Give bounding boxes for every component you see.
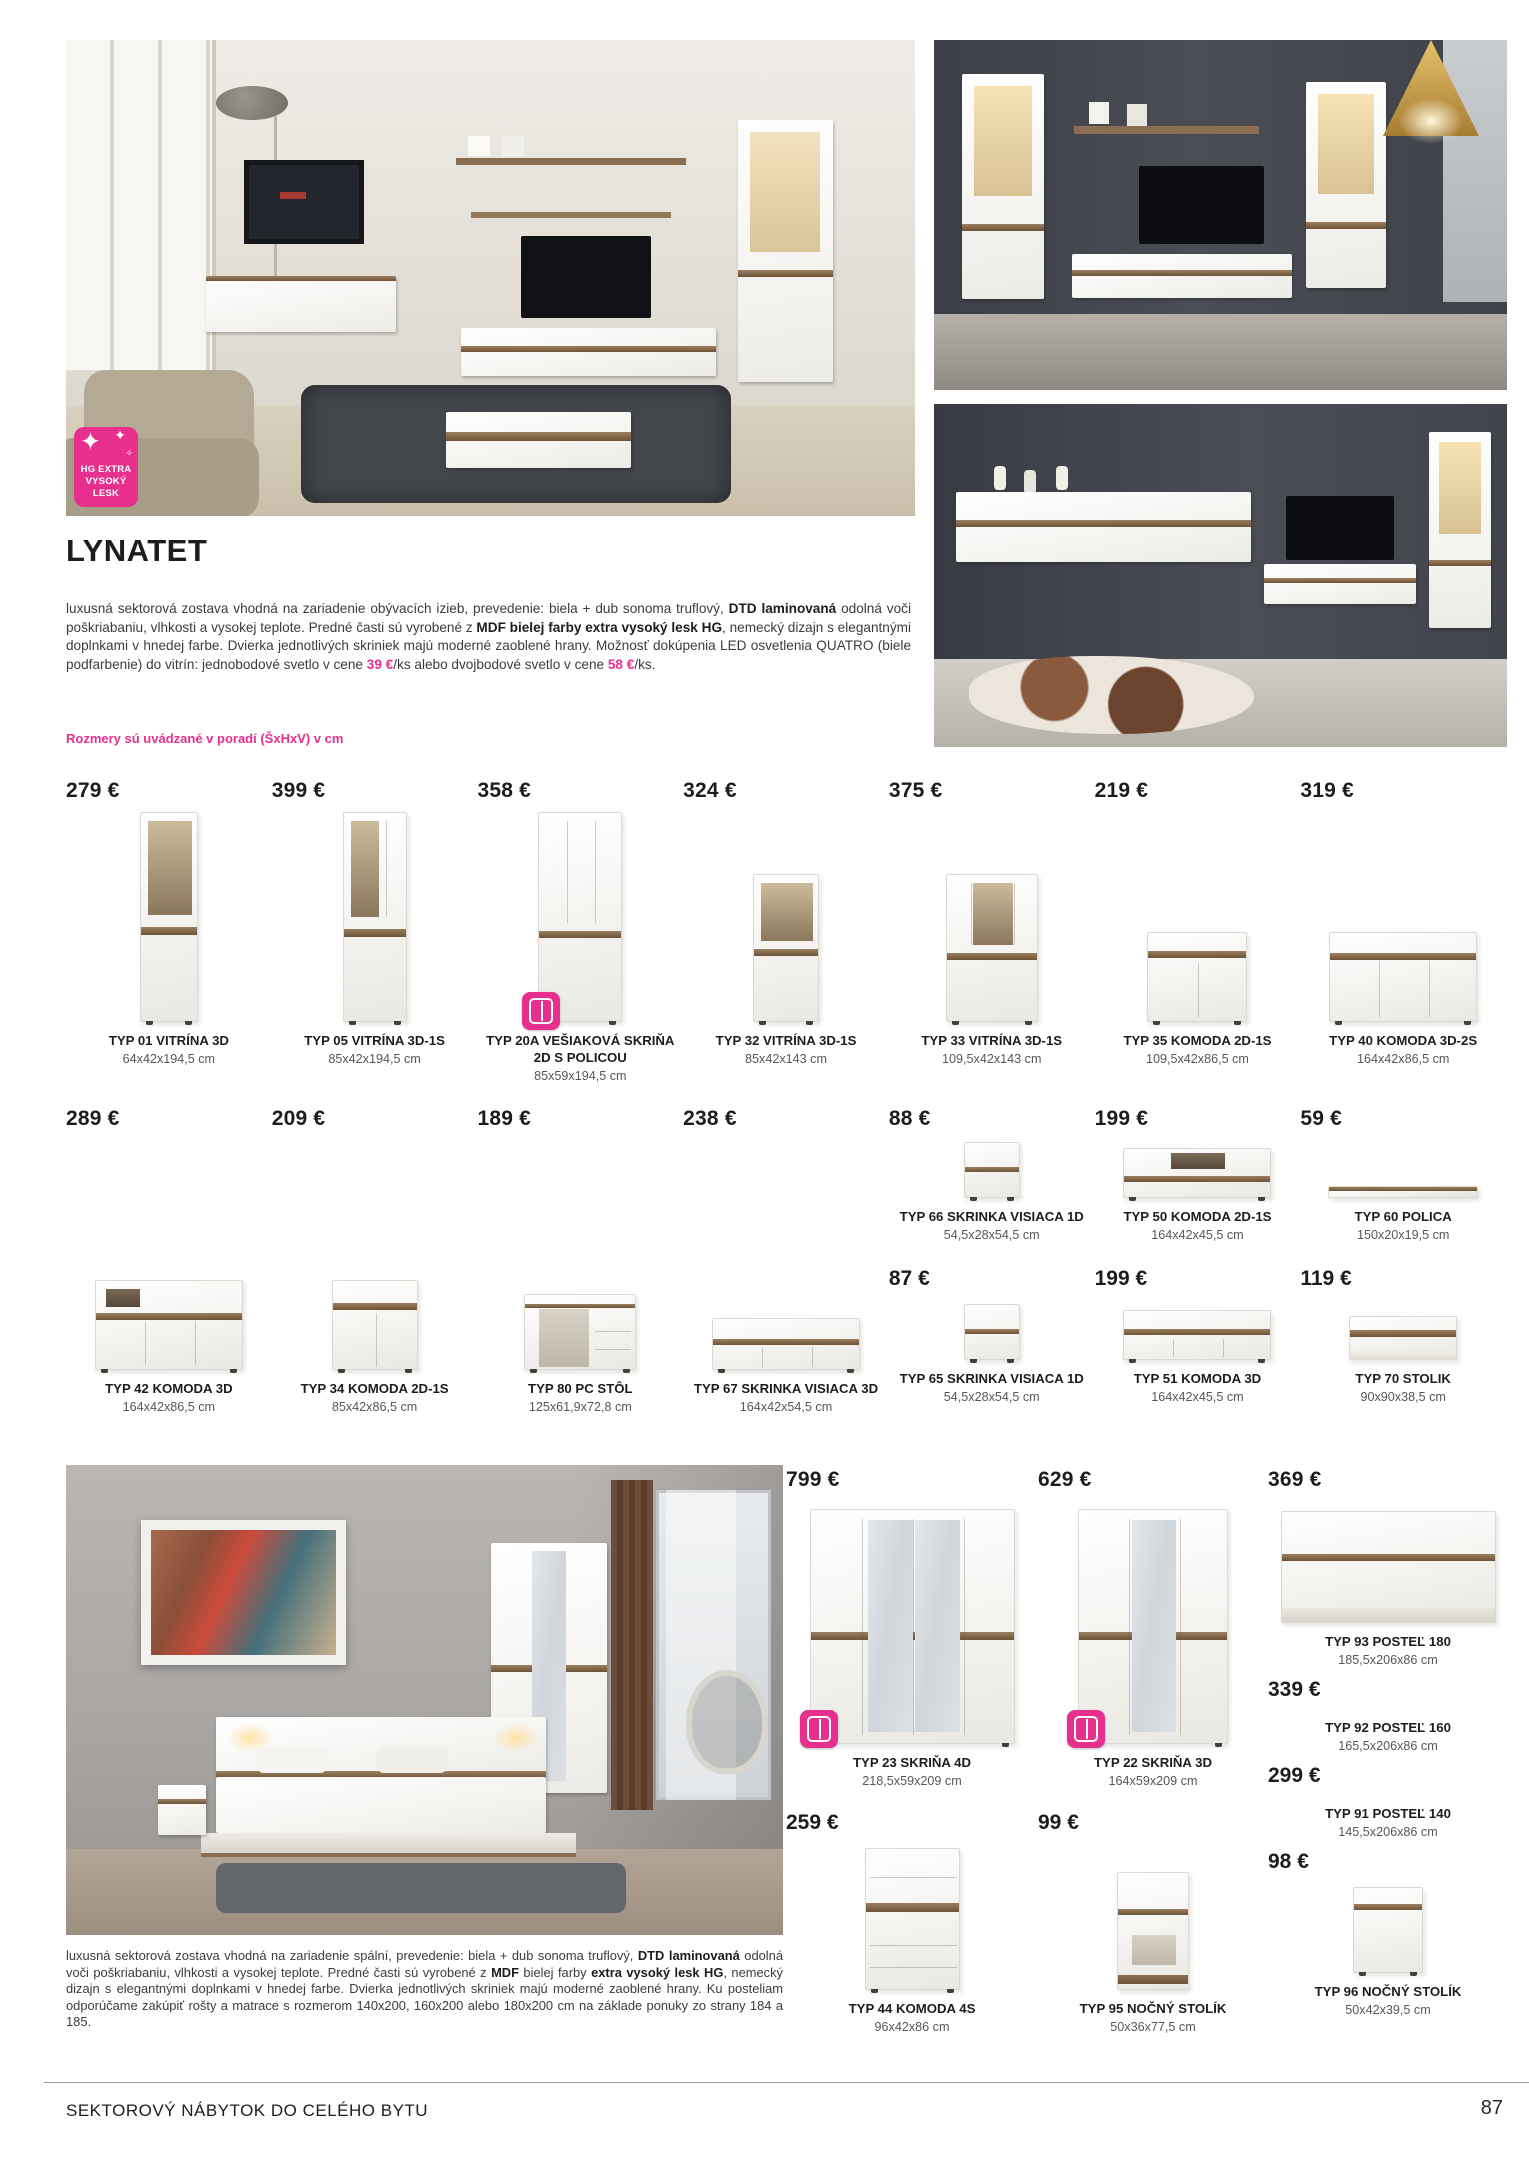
furniture-wardrobe <box>810 1509 1015 1744</box>
product-dimensions: 125x61,9x72,8 cm <box>528 1400 632 1414</box>
series-description <box>66 600 911 674</box>
intro-text: , nemecký dizajn s elegantnými doplnkami v hnedej farbe. Dvierka jednotlivých skriniek majú moderné zaoblené hrany. Možnosť dokúpenia LED osvetlenia QUATRO (biele podfarbenie) do vitrín: jednobodové svetlo v cene <box>66 619 911 672</box>
furniture-wardrobe <box>538 812 622 1022</box>
badge-line-2: VYSOKÝ <box>85 476 127 487</box>
product-price: 629 € <box>1038 1468 1092 1491</box>
product-image <box>272 1132 478 1370</box>
furniture-komoda <box>1329 932 1477 1022</box>
product-image <box>889 1132 1095 1198</box>
photo-living-room-dark <box>934 40 1507 390</box>
intro-price-accent: 39 € <box>366 656 394 672</box>
furniture-wall-cabinet <box>712 1318 860 1370</box>
product-dimensions: 164x42x86,5 cm <box>1356 1052 1450 1066</box>
product-image <box>477 1132 683 1370</box>
product-name: TYP 44 KOMODA 4S <box>848 2001 976 2016</box>
product-price: 87 € <box>888 1267 930 1290</box>
product-price: 799 € <box>786 1468 840 1491</box>
furniture-vitrina <box>140 812 198 1022</box>
product-dimensions: 96x42x86 cm <box>874 2020 950 2034</box>
product-image <box>889 1298 1095 1360</box>
product-image <box>1268 1879 1508 1973</box>
product-dimensions: 109,5x42x143 cm <box>942 1052 1042 1066</box>
furniture-coffee-table <box>1349 1316 1457 1360</box>
product-dimensions: 85x42x143 cm <box>745 1052 827 1066</box>
product-price: 199 € <box>1094 1267 1148 1290</box>
furniture-desk <box>524 1294 636 1370</box>
wardrobe-icon-door-line <box>819 1719 821 1739</box>
intro-text-bold: DTD laminovaná <box>728 601 837 616</box>
product-dimensions: 109,5x42x86,5 cm <box>1145 1052 1249 1066</box>
product-name: TYP 70 STOLIK <box>1355 1371 1451 1386</box>
wardrobe-icon <box>1067 1710 1105 1748</box>
furniture-tv-komoda <box>1123 1310 1271 1360</box>
product-card-stacked <box>889 1106 1095 1415</box>
tv <box>1286 496 1394 560</box>
intro-text-bold: DTD laminovaná <box>637 1948 740 1963</box>
window <box>1443 40 1507 302</box>
footer-section-label: SEKTOROVÝ NÁBYTOK DO CELÉHO BYTU <box>66 2101 429 2120</box>
lamp-glow <box>1399 98 1463 144</box>
sparkle-icon: ✦ <box>80 428 101 456</box>
sparkle-icon: ✦ <box>114 427 126 443</box>
product-label <box>1094 1744 1212 1808</box>
product-name: TYP 05 VITRÍNA 3D-1S <box>304 1033 445 1048</box>
product-card-column <box>1038 1467 1268 2035</box>
intro-text: odolná voči poškriabaniu, vlhkosti a vysokej teplote. Predné časti sú vyrobené z <box>66 1948 783 1980</box>
product-price: 279 € <box>66 779 120 802</box>
nightstand <box>158 1785 206 1835</box>
dimensions-note: Rozmery sú uvádzané v poradí (ŠxHxV) v cm <box>66 731 344 746</box>
product-name: TYP 51 KOMODA 3D <box>1133 1371 1262 1386</box>
product-card <box>1300 778 1506 1084</box>
wall-shelf-lower <box>471 212 671 218</box>
product-name: TYP 01 VITRÍNA 3D <box>108 1033 229 1048</box>
product-price: 119 € <box>1300 1267 1352 1290</box>
footer-divider <box>44 2082 1529 2083</box>
product-image <box>66 804 272 1022</box>
furniture-nightstand <box>1353 1887 1423 1973</box>
curtain <box>611 1480 653 1810</box>
badge-line-3: LESK <box>92 488 120 499</box>
picture-frame <box>141 1520 346 1665</box>
product-price: 88 € <box>888 1107 931 1130</box>
hg-gloss-badge <box>74 427 138 507</box>
tv <box>521 236 651 318</box>
product-name: TYP 92 POSTEĽ 160 <box>1325 1720 1451 1735</box>
product-dimensions: 85x42x194,5 cm <box>328 1052 421 1066</box>
wardrobe-icon-door-line <box>541 1001 543 1021</box>
product-name: TYP 60 POLICA <box>1354 1209 1452 1224</box>
furniture-komoda <box>865 1848 960 1990</box>
product-card <box>477 778 683 1084</box>
product-dimensions: 164x42x45,5 cm <box>1151 1390 1244 1404</box>
product-name: TYP 96 NOČNÝ STOLÍK <box>1314 1984 1462 1999</box>
product-image <box>272 804 478 1022</box>
product-label <box>1355 1198 1452 1264</box>
product-image <box>683 1132 889 1370</box>
product-dimensions: 90x90x38,5 cm <box>1360 1390 1446 1404</box>
coffee-table <box>446 412 631 468</box>
product-dimensions: 164x42x45,5 cm <box>1151 1228 1244 1242</box>
product-price: 319 € <box>1300 779 1354 802</box>
product-price: 209 € <box>271 1107 326 1130</box>
product-card <box>477 1106 683 1415</box>
product-name: TYP 40 KOMODA 3D-2S <box>1329 1033 1478 1048</box>
intro-text-bold: MDF bielej farby extra vysoký lesk HG <box>476 619 723 635</box>
bed-platform <box>201 1833 576 1857</box>
product-image <box>1095 804 1301 1022</box>
long-sideboard <box>956 492 1251 562</box>
floor <box>934 314 1507 390</box>
series-title: LYNATET <box>66 533 208 568</box>
picture-frame <box>244 160 364 244</box>
intro-text: , nemecký dizajn s elegantnými doplnkami v hnedej farbe. Dvierka jednotlivých skriniek majú moderné zaoblené hrany. Ku posteliam odporúčame zakúpiť rošty a matrace s rozmerom 140x200, 160x200 alebo 180x200 cm na základe ponuky zo strany 184 a 185. <box>66 1964 783 2030</box>
intro-text: luxusná sektorová zostava vhodná na zariadenie obývacích izieb, prevedenie: biela + dub sonoma truflový, <box>66 601 729 616</box>
wardrobe-icon <box>800 1710 838 1748</box>
furniture-komoda <box>332 1280 418 1370</box>
product-image <box>1095 1298 1301 1360</box>
product-card-stacked <box>1095 1106 1301 1415</box>
low-unit <box>1264 564 1416 604</box>
product-price: 238 € <box>683 1107 737 1130</box>
product-dimensions: 185,5x206x86 cm <box>1338 1653 1438 1667</box>
sideboard <box>206 276 396 332</box>
product-name: TYP 35 KOMODA 2D-1S <box>1123 1033 1272 1048</box>
furniture-shelf <box>1328 1186 1478 1198</box>
tv <box>1139 166 1264 244</box>
intro-text: bielej farby <box>518 1964 592 1980</box>
vase-decor <box>994 466 1006 490</box>
shelf-decor <box>468 136 490 156</box>
product-price: 259 € <box>786 1811 839 1834</box>
product-dimensions: 164x42x54,5 cm <box>739 1400 833 1414</box>
product-label <box>1325 1623 1451 1675</box>
product-card-column <box>1268 1467 1508 2035</box>
product-image <box>683 804 889 1022</box>
intro-text: odolná voči poškriabaniu, vlhkosti a vysokej teplote. Predné časti sú vyrobené z <box>66 601 911 635</box>
product-dimensions: 85x59x194,5 cm <box>534 1069 627 1083</box>
glass-vitrine <box>1429 432 1491 628</box>
product-card <box>272 1106 478 1415</box>
product-label <box>1123 1198 1271 1264</box>
photo-living-room-sideboard <box>934 404 1507 747</box>
furniture-bed <box>1281 1511 1496 1623</box>
product-name: TYP 33 VITRÍNA 3D-1S <box>921 1033 1063 1048</box>
product-card <box>683 1106 889 1415</box>
product-image <box>786 1499 1038 1744</box>
hanging-chair <box>686 1670 768 1774</box>
rug <box>216 1863 626 1913</box>
product-image <box>66 1132 272 1370</box>
tv-bench <box>1072 254 1292 298</box>
product-dimensions: 164x59x209 cm <box>1108 1774 1198 1788</box>
product-card <box>1095 778 1301 1084</box>
product-label <box>1325 1709 1451 1761</box>
product-price: 219 € <box>1094 779 1149 802</box>
furniture-vitrina <box>946 874 1038 1022</box>
furniture-nightstand <box>1117 1872 1189 1990</box>
product-dimensions: 50x36x77,5 cm <box>1110 2020 1196 2034</box>
intro-text-bold: extra vysoký lesk HG <box>591 1964 724 1980</box>
product-dimensions: 165,5x206x86 cm <box>1338 1739 1438 1753</box>
product-card-stacked <box>1300 1106 1506 1415</box>
product-grid-row1 <box>66 778 1506 1084</box>
product-image <box>889 804 1095 1022</box>
product-image <box>1300 1298 1506 1360</box>
intro-price-accent: 58 € <box>607 656 635 672</box>
product-image <box>1038 1840 1268 1990</box>
tall-cabinet <box>738 120 833 382</box>
tv-bench <box>461 328 716 376</box>
product-name: TYP 65 SKRINKA VISIACA 1D <box>899 1371 1084 1386</box>
product-image <box>1300 804 1506 1022</box>
pillow <box>256 1747 328 1773</box>
shelf-decor <box>1089 102 1109 124</box>
product-price: 189 € <box>477 1107 531 1130</box>
product-card <box>889 778 1095 1084</box>
product-image <box>1038 1499 1268 1744</box>
wardrobe-icon-door-line <box>1086 1719 1088 1739</box>
photo-living-room-main <box>66 40 915 516</box>
intro-text: /ks alebo dvojbodové svetlo v cene <box>393 656 608 672</box>
furniture-wall-cabinet <box>964 1304 1020 1360</box>
wardrobe-icon <box>522 992 560 1030</box>
product-card <box>272 778 478 1084</box>
product-card <box>66 778 272 1084</box>
furniture-wardrobe <box>1078 1509 1228 1744</box>
product-image <box>1300 1132 1506 1198</box>
product-price: 369 € <box>1268 1468 1322 1491</box>
product-image <box>1268 1499 1508 1623</box>
product-image <box>786 1840 1038 1990</box>
product-dimensions: 145,5x206x86 cm <box>1338 1825 1438 1839</box>
product-price: 99 € <box>1038 1811 1079 1834</box>
floor-lamp-shade <box>216 86 288 120</box>
product-card <box>66 1106 272 1415</box>
product-price: 375 € <box>888 779 943 802</box>
glass-vitrine-left <box>962 74 1044 299</box>
product-dimensions: 150x20x19,5 cm <box>1356 1228 1450 1242</box>
product-dimensions: 64x42x194,5 cm <box>122 1052 216 1066</box>
product-name: TYP 66 SKRINKA VISIACA 1D <box>899 1209 1084 1224</box>
furniture-wall-cabinet <box>964 1142 1020 1198</box>
product-price: 299 € <box>1268 1764 1321 1787</box>
product-name: TYP 95 NOČNÝ STOLÍK <box>1079 2001 1227 2016</box>
window <box>66 40 216 370</box>
furniture-komoda <box>95 1280 243 1370</box>
product-price: 59 € <box>1300 1107 1342 1130</box>
product-price: 399 € <box>271 779 326 802</box>
product-dimensions: 164x42x86,5 cm <box>122 1400 216 1414</box>
wall-shelf <box>1074 126 1259 134</box>
product-price: 199 € <box>1094 1107 1149 1130</box>
product-price: 324 € <box>683 779 737 802</box>
reading-lamp-glow <box>494 1723 538 1753</box>
product-name: TYP 23 SKRIŇA 4D <box>853 1755 971 1770</box>
product-label <box>900 1198 1084 1264</box>
product-price: 289 € <box>66 1107 120 1130</box>
product-image <box>477 804 683 1022</box>
product-dimensions: 54,5x28x54,5 cm <box>943 1390 1040 1404</box>
product-dimensions: 85x42x86,5 cm <box>331 1400 418 1414</box>
product-price: 339 € <box>1268 1678 1321 1701</box>
furniture-vitrina <box>343 812 407 1022</box>
product-price: 358 € <box>477 779 531 802</box>
photo-bedroom <box>66 1465 783 1935</box>
wall-shelf-upper <box>456 158 686 165</box>
product-dimensions: 50x42x39,5 cm <box>1345 2003 1431 2017</box>
sparkle-icon: ✧ <box>125 448 133 458</box>
product-name: TYP 93 POSTEĽ 180 <box>1325 1634 1451 1649</box>
page-number: 87 <box>1480 2097 1503 2119</box>
glass-vitrine-right <box>1306 82 1386 288</box>
bedroom-description <box>66 1948 783 2031</box>
furniture-komoda <box>1147 932 1247 1022</box>
product-card <box>683 778 889 1084</box>
product-name: TYP 42 KOMODA 3D <box>105 1381 233 1396</box>
product-name: TYP 67 SKRINKA VISIACA 3D <box>693 1381 879 1396</box>
intro-text-bold: MDF <box>491 1964 519 1980</box>
product-dimensions: 218,5x59x209 cm <box>862 1774 962 1788</box>
product-name: TYP 50 KOMODA 2D-1S <box>1123 1209 1272 1224</box>
product-image <box>1095 1132 1301 1198</box>
bed-mattress <box>216 1777 546 1833</box>
furniture-vitrina <box>753 874 819 1022</box>
furniture-tv-komoda <box>1123 1148 1271 1198</box>
product-name: TYP 20A VEŠIAKOVÁ SKRIŇA 2D S POLICOU <box>486 1033 675 1065</box>
product-name: TYP 80 PC STÔL <box>528 1381 633 1396</box>
product-name: TYP 34 KOMODA 2D-1S <box>300 1381 449 1396</box>
product-price: 98 € <box>1268 1850 1309 1873</box>
product-name: TYP 32 VITRÍNA 3D-1S <box>715 1033 857 1048</box>
cowhide-rug <box>969 656 1254 734</box>
intro-text: luxusná sektorová zostava vhodná na zariadenie spální, prevedenie: biela + dub sonoma truflový, <box>66 1948 638 1963</box>
bedroom-products <box>786 1467 1508 2035</box>
picture-accent <box>280 192 306 199</box>
product-grid-row2 <box>66 1106 1506 1415</box>
product-dimensions: 54,5x28x54,5 cm <box>943 1228 1040 1242</box>
product-label <box>1325 1795 1451 1847</box>
badge-line-1: HG EXTRA <box>80 464 132 475</box>
intro-text: /ks. <box>634 656 656 672</box>
product-label <box>853 1744 971 1808</box>
product-name: TYP 22 SKRIŇA 3D <box>1094 1755 1212 1770</box>
product-name: TYP 91 POSTEĽ 140 <box>1325 1806 1451 1821</box>
product-card-column <box>786 1467 1038 2035</box>
